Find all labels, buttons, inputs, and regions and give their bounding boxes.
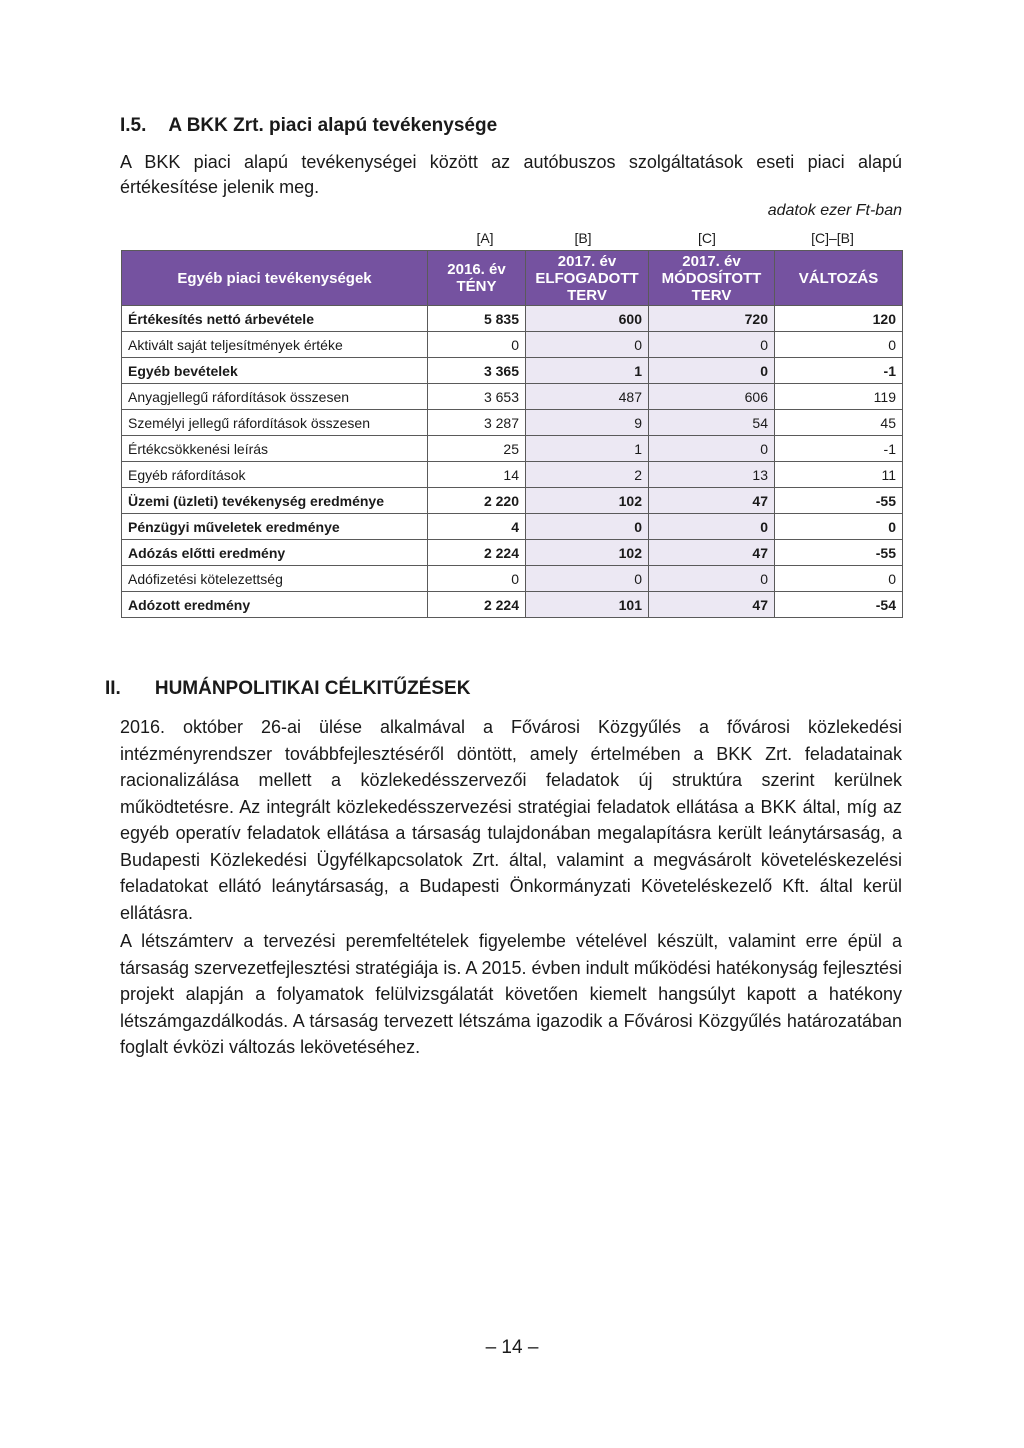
- cell-a: 0: [428, 332, 526, 358]
- col-marker-b: [B]: [574, 230, 592, 246]
- cell-d: 11: [775, 462, 903, 488]
- cell-d: -55: [775, 488, 903, 514]
- cell-b: 101: [526, 592, 649, 618]
- cell-a: 4: [428, 514, 526, 540]
- cell-a: 25: [428, 436, 526, 462]
- header-change: VÁLTOZÁS: [775, 251, 903, 306]
- section-heading: [105, 678, 470, 700]
- section-title: HUMÁNPOLITIKAI CÉLKITŰZÉSEK: [154, 678, 471, 699]
- table-row: [122, 540, 903, 566]
- row-label: Üzemi (üzleti) tevékenység eredménye: [122, 488, 428, 514]
- col-marker-a: [A]: [476, 230, 494, 246]
- intro-paragraph: A BKK piaci alapú tevékenységei között az autóbuszos szolgáltatások eseti piaci alapú értékesítése jelenik meg.: [120, 152, 902, 197]
- col-marker-c: [C]: [698, 230, 716, 246]
- cell-c: 0: [649, 436, 775, 462]
- cell-d: 119: [775, 384, 903, 410]
- cell-c: 13: [649, 462, 775, 488]
- cell-b: 0: [526, 566, 649, 592]
- cell-c: 0: [649, 566, 775, 592]
- column-markers: [120, 230, 902, 250]
- cell-d: 0: [775, 566, 903, 592]
- row-label: Aktivált saját teljesítmények értéke: [122, 332, 428, 358]
- cell-a: 5 835: [428, 306, 526, 332]
- cell-c: 47: [649, 592, 775, 618]
- cell-d: 0: [775, 514, 903, 540]
- table-header-row: [122, 251, 903, 306]
- table-row: [122, 410, 903, 436]
- header-2016-actual: 2016. év TÉNY: [428, 251, 526, 306]
- row-label: Adózott eredmény: [122, 592, 428, 618]
- cell-b: 0: [526, 514, 649, 540]
- header-2017-approved: 2017. év ELFOGADOTT TERV: [526, 251, 649, 306]
- row-label: Személyi jellegű ráfordítások összesen: [122, 410, 428, 436]
- cell-c: 0: [649, 332, 775, 358]
- cell-d: -1: [775, 436, 903, 462]
- cell-c: 47: [649, 488, 775, 514]
- cell-a: 3 653: [428, 384, 526, 410]
- cell-a: 0: [428, 566, 526, 592]
- table-row: [122, 358, 903, 384]
- cell-a: 2 224: [428, 592, 526, 618]
- row-label: Pénzügyi műveletek eredménye: [122, 514, 428, 540]
- cell-b: 2: [526, 462, 649, 488]
- cell-a: 2 224: [428, 540, 526, 566]
- cell-d: -1: [775, 358, 903, 384]
- cell-d: -55: [775, 540, 903, 566]
- cell-c: 0: [649, 358, 775, 384]
- page-number: – 14 –: [485, 1337, 539, 1358]
- cell-b: 487: [526, 384, 649, 410]
- cell-b: 1: [526, 358, 649, 384]
- row-label: Adózás előtti eredmény: [122, 540, 428, 566]
- body-paragraph: A létszámterv a tervezési peremfeltételek figyelembe vételével készült, valamint erre épül a társaság szervezetfejlesztési stratégiája is. A 2015. évben indult működési hatékonyság fejlesztési projekt alapján a folyamatok felülvizsgálatát követően kiemelt hangsúlyt kapott a hatékony létszámgazdálkodás. A társaság tervezett létszáma igazodik a Fővárosi Közgyűlés határozatában foglalt évközi változás lekövetéséhez.: [120, 931, 902, 1057]
- section-heading: [120, 115, 497, 137]
- cell-c: 47: [649, 540, 775, 566]
- cell-d: 120: [775, 306, 903, 332]
- col-marker-diff: [C]–[B]: [811, 230, 854, 246]
- table-row: [122, 488, 903, 514]
- row-label: Egyéb bevételek: [122, 358, 428, 384]
- cell-b: 1: [526, 436, 649, 462]
- table-row: [122, 462, 903, 488]
- cell-d: -54: [775, 592, 903, 618]
- cell-c: 606: [649, 384, 775, 410]
- row-label: Értékcsökkenési leírás: [122, 436, 428, 462]
- header-2017-modified: 2017. év MÓDOSÍTOTT TERV: [649, 251, 775, 306]
- table-row: [122, 592, 903, 618]
- row-label: Adófizetési kötelezettség: [122, 566, 428, 592]
- table-row: [122, 436, 903, 462]
- table-row: [122, 332, 903, 358]
- table-row: [122, 384, 903, 410]
- cell-b: 0: [526, 332, 649, 358]
- row-label: Értékesítés nettó árbevétele: [122, 306, 428, 332]
- cell-c: 54: [649, 410, 775, 436]
- section-number: I.5.: [120, 115, 147, 136]
- table-row: [122, 514, 903, 540]
- cell-d: 45: [775, 410, 903, 436]
- unit-note: adatok ezer Ft-ban: [767, 202, 902, 219]
- cell-c: 720: [649, 306, 775, 332]
- table-row: [122, 306, 903, 332]
- cell-a: 3 287: [428, 410, 526, 436]
- cell-b: 102: [526, 540, 649, 566]
- row-label: Egyéb ráfordítások: [122, 462, 428, 488]
- cell-b: 600: [526, 306, 649, 332]
- table-row: [122, 566, 903, 592]
- cell-a: 2 220: [428, 488, 526, 514]
- cell-d: 0: [775, 332, 903, 358]
- cell-b: 9: [526, 410, 649, 436]
- cell-b: 102: [526, 488, 649, 514]
- cell-a: 3 365: [428, 358, 526, 384]
- row-label: Anyagjellegű ráfordítások összesen: [122, 384, 428, 410]
- cell-a: 14: [428, 462, 526, 488]
- body-paragraph: 2016. október 26-ai ülése alkalmával a Fővárosi Közgyűlés a fővárosi közlekedési intézményrendszer továbbfejlesztéséről döntött, amely értelmében a BKK Zrt. feladatainak racionalizálása mellett a közlekedésszervezői feladatok új struktúra szerint kerülnek működtetésre. Az integrált közlekedésszervezési stratégiai feladatok ellátása a BKK által, míg az egyéb operatív feladatok ellátása a társaság tulajdonában megalapításra került leánytársaság, a Budapesti Közlekedési Ügyfélkapcsolatok Zrt. által, valamint a megvásárolt követeléskezelési feladatokat ellátó leánytársaság, a Budapesti Önkormányzati Követeléskezelő Kft. által kerül ellátásra.: [120, 717, 902, 923]
- section-title: A BKK Zrt. piaci alapú tevékenysége: [168, 115, 498, 136]
- header-label: Egyéb piaci tevékenységek: [122, 251, 428, 306]
- cell-c: 0: [649, 514, 775, 540]
- financial-table: [121, 250, 903, 618]
- section-number: II.: [105, 678, 121, 699]
